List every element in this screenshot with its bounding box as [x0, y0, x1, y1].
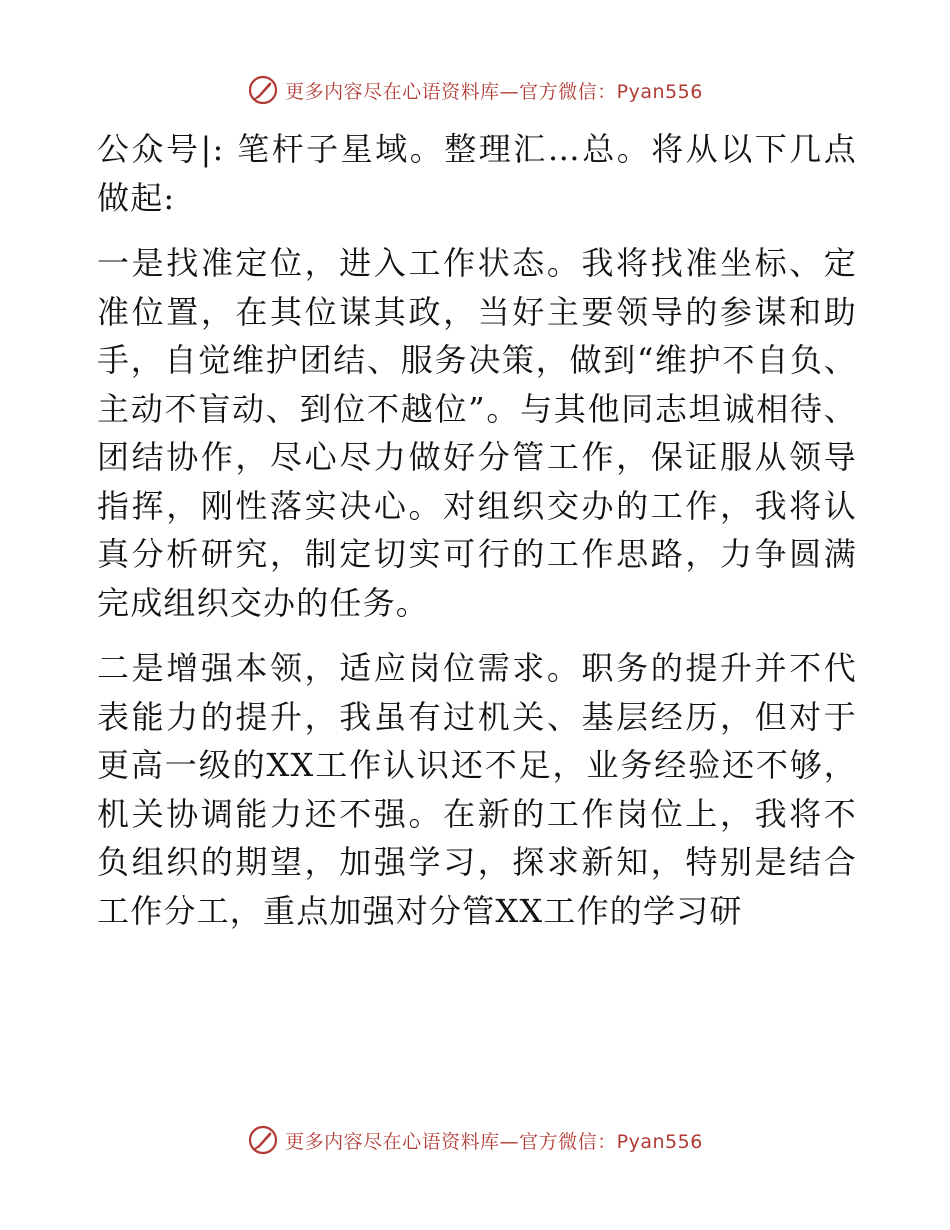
header-watermark: [0, 70, 950, 110]
watermark-text: 更多内容尽在心语资料库—官方微信：Pyan556: [285, 1130, 703, 1153]
paragraph-intro: 公众号|: 笔杆子星域。整理汇…总。将从以下几点做起:: [97, 130, 857, 217]
document-body: [97, 125, 857, 935]
quill-pen-circle-icon: [247, 1124, 279, 1156]
footer-watermark: [0, 1120, 950, 1160]
paragraph-point-one: 一是找准定位，进入工作状态。我将找准坐标、定准位置，在其位谋其政，当好主要领导的参谋和助手，自觉维护团结、服务决策，做到“维护不自负、主动不盲动、到位不越位”。与其他同志坦诚相待、团结协作，尽心尽力做好分管工作，保证服从领导指挥，刚性落实决心。对组织交办的工作，我将认真分析研究，制定切实可行的工作思路，力争圆满完成组织交办的任务。: [97, 244, 857, 622]
quill-pen-circle-icon: [247, 74, 279, 106]
paragraph-point-two: 二是增强本领，适应岗位需求。职务的提升并不代表能力的提升，我虽有过机关、基层经历，但对于更高一级的XX工作认识还不足，业务经验还不够，机关协调能力还不强。在新的工作岗位上，我将不负组织的期望，加强学习，探求新知，特别是结合工作分工，重点加强对分管XX工作的学习研: [97, 649, 857, 930]
watermark-text: 更多内容尽在心语资料库—官方微信：Pyan556: [285, 80, 703, 103]
